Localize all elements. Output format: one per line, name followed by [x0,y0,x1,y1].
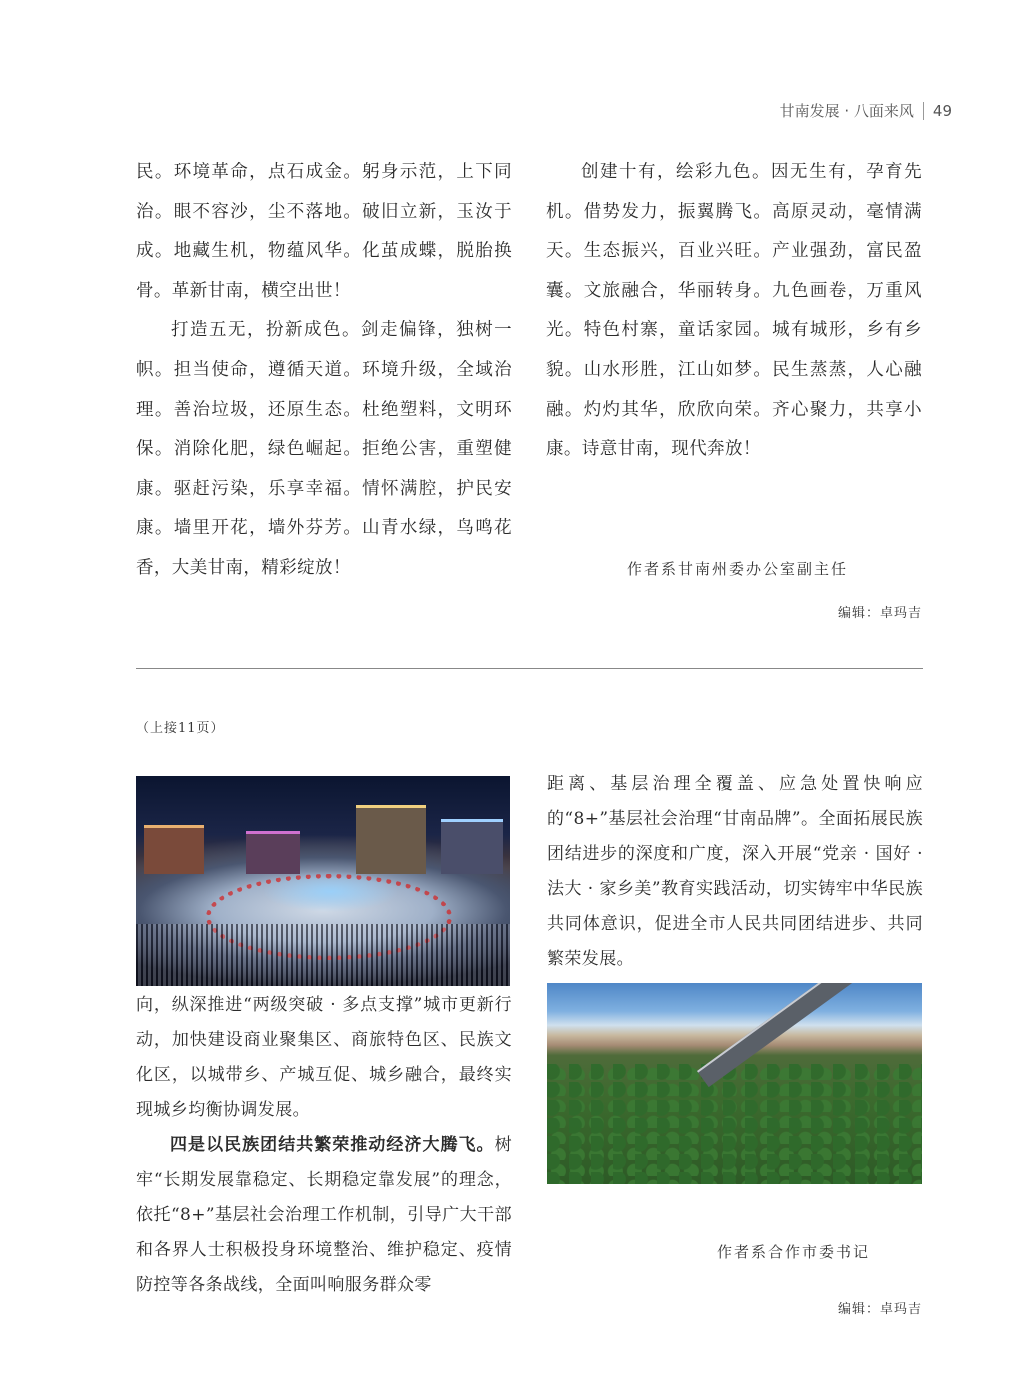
paragraph [136,1128,512,1303]
bottom-article-right-column [547,767,923,977]
bold-lead: 四是以民族团结共繁荣推动经济大腾飞。 [170,1135,495,1155]
editor-credit: 编辑：卓玛吉 [837,1302,922,1317]
building-shape [356,805,426,874]
paragraph: 打造五无，扮新成色。剑走偏锋，独树一帜。担当使命，遵循天道。环境升级，全域治理。善治垃圾，还原生态。杜绝塑料，文明环保。消除化肥，绿色崛起。拒绝公害，重塑健康。驱赶污染，乐享幸福。情怀满腔，护民安康。墙里开花，墙外芬芳。山青水绿，鸟鸣花香，大美甘南，精彩绽放！ [136,320,512,578]
building-shape [246,831,300,874]
paragraph: 向，纵深推进“两级突破 · 多点支撑”城市更新行动，加快建设商业聚集区、商旅特色区、民族文化区，以城带乡、产城互促、城乡融合，最终实现城乡均衡协调发展。 [136,995,512,1120]
section-title: 甘南发展 · 八面来风 [779,102,914,120]
author-byline: 作者系合作市委书记 [717,1243,871,1261]
crowd-shape [136,924,510,986]
night-square-photo [136,776,510,986]
bottom-article-left-column [136,988,512,1303]
continued-note: （上接11页） [136,721,225,736]
paragraph: 距离、基层治理全覆盖、应急处置快响应的“8+”基层社会治理“甘南品牌”。全面拓展民族团结进步的深度和广度，深入开展“党亲 · 国好 · 法大 · 家乡美”教育实践活动，切实铸牢中华民族共同体意识，促进全市人民共同团结进步、共同繁荣发展。 [547,774,923,969]
paragraph: 民。环境革命，点石成金。躬身示范，上下同治。眼不容沙，尘不落地。破旧立新，玉汝于成。地藏生机，物蕴风华。化茧成蝶，脱胎换骨。革新甘南，横空出世！ [136,162,512,301]
page-header [780,100,952,121]
header-divider [923,102,924,120]
mountain-road-photo [547,983,922,1184]
author-byline: 作者系甘南州委办公室副主任 [627,560,849,578]
editor-credit: 编辑：卓玛吉 [837,606,922,621]
forest-shape [547,1064,922,1184]
top-article-right-column [546,153,922,470]
building-shape [144,825,204,874]
paragraph: 创建十有，绘彩九色。因无生有，孕育先机。借势发力，振翼腾飞。高原灵动，毫情满天。生态振兴，百业兴旺。产业强劲，富民盈囊。文旅融合，华丽转身。九色画卷，万重风光。特色村寨，童话家园。城有城形，乡有乡貌。山水形胜，江山如梦。民生蒸蒸，人心融融。灼灼其华，欣欣向荣。齐心聚力，共享小康。诗意甘南，现代奔放！ [546,162,922,460]
section-divider [136,668,923,669]
building-shape [441,819,503,874]
page-number: 49 [932,101,952,120]
paragraph-rest: 树牢“长期发展靠稳定、长期稳定靠发展”的理念，依托“8+”基层社会治理工作机制，引导广大干部和各界人士积极投身环境整治、维护稳定、疫情防控等各条战线，全面叫响服务群众零 [136,1135,512,1295]
top-article-left-column [136,153,512,589]
